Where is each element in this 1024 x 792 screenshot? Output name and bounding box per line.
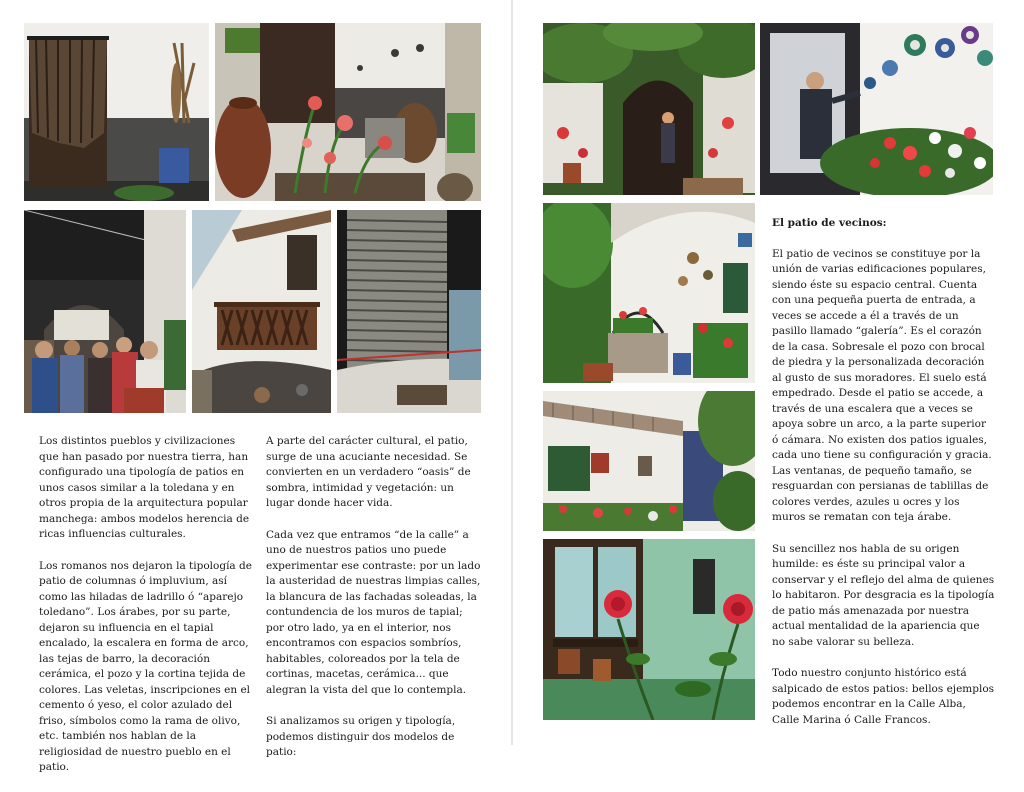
paragraph: Si analizamos su origen y tipología, podemos distinguir dos modelos de patio: xyxy=(266,715,456,758)
section-heading: El patio de vecinos: xyxy=(772,217,887,229)
photo-curtain-doorway xyxy=(24,23,209,201)
left-text-column-2 xyxy=(266,434,484,777)
photo-wooden-balcony xyxy=(192,210,331,413)
photo-visitors-archway xyxy=(24,210,186,413)
paragraph: El patio de vecinos se constituye por la unión de varias edificaciones populares, siendo éste su espacio central. Cuenta con una pequeña puerta de entrada, a veces se accede a él a través de un pasillo llamado “galería”. Es el corazón de la casa. Sobresale el pozo con brocal de piedra y la personalizada decoración al gusto de sus moradores. El suelo está empedrado. Desde el patio se accede, a través de una escalera que a veces se apoya sobre un arco, a la parte superior ó cámara. No existen dos patios iguales, cada uno tiene su configuración y gracia. Las ventanas, de pequeño tamaño, se resguardan con persianas de tablillas de colores verdes, azules u ocres y los muros se rematan con teja árabe. xyxy=(772,247,992,523)
photo-patio-pottery-lilies xyxy=(215,23,481,201)
photo-arched-patio-plants xyxy=(543,23,755,195)
left-text-column-1 xyxy=(39,434,257,792)
photo-woman-ceramic-plates xyxy=(760,23,993,195)
left-page xyxy=(0,0,511,773)
photo-window-roses xyxy=(543,539,755,720)
right-text-column xyxy=(772,216,995,744)
paragraph: Los romanos nos dejaron la tipología de patio de columnas ó impluvium, así como las hiladas de ladrillo ó “aparejo toledano”. Los árabes, por su parte, dejaron su influencia en el tapial encalado, la escalera en forma de arco, las tejas de barro, la decoración cerámica, el pozo y la cortina tejida de colores. Las veletas, inscripciones en el cemento ó yeso, el color azulado del friso, símbolos como la rama de olivo, etc. también nos hablan de la religiosidad de nuestro pueblo en el patio. xyxy=(39,559,252,773)
paragraph: A parte del carácter cultural, el patio, surge de una acuciante necesidad. Se convierten en un verdadero “oasis” de sombra, intimidad y vegetación: un lugar donde hacer vida. xyxy=(266,435,471,509)
paragraph: Los distintos pueblos y civilizaciones que han pasado por nuestra tierra, han configurado una tipología de patios en unos casos similar a la toledana y en otros propia de la arquitectura popular manchega: ambos modelos herencia de ricas influencias culturales. xyxy=(39,435,250,540)
paragraph: Todo nuestro conjunto histórico está salpicado de estos patios: bellos ejemplos podemos encontrar en la Calle Alba, Calle Marina ó Calle Francos. xyxy=(772,667,995,726)
photo-patio-well-gallery xyxy=(543,203,755,383)
photo-green-shutters-facade xyxy=(543,391,755,531)
paragraph: Cada vez que entramos “de la calle” a uno de nuestros patios uno puede experimentar ese contraste: por un lado la austeridad de nuestras limpias calles, la blancura de las fachadas soleadas, la contundencia de los muros de tapial; por otro lado, ya en el interior, nos encontramos con espacios sombríos, habitables, coloreados por la tela de cortinas, macetas, cerámica... que alegran la vista del que lo contempla. xyxy=(266,528,481,696)
paragraph: Su sencillez nos habla de su origen humilde: es éste su principal valor a conservar y el reflejo del alma de quienes lo habitaron. Por desgracia es la tipología de patio más amenazada por nuestra actual mentalidad de la apariencia que no sabe valorar su belleza. xyxy=(772,542,995,648)
photo-striped-shutter xyxy=(337,210,481,413)
right-page xyxy=(513,0,1024,745)
